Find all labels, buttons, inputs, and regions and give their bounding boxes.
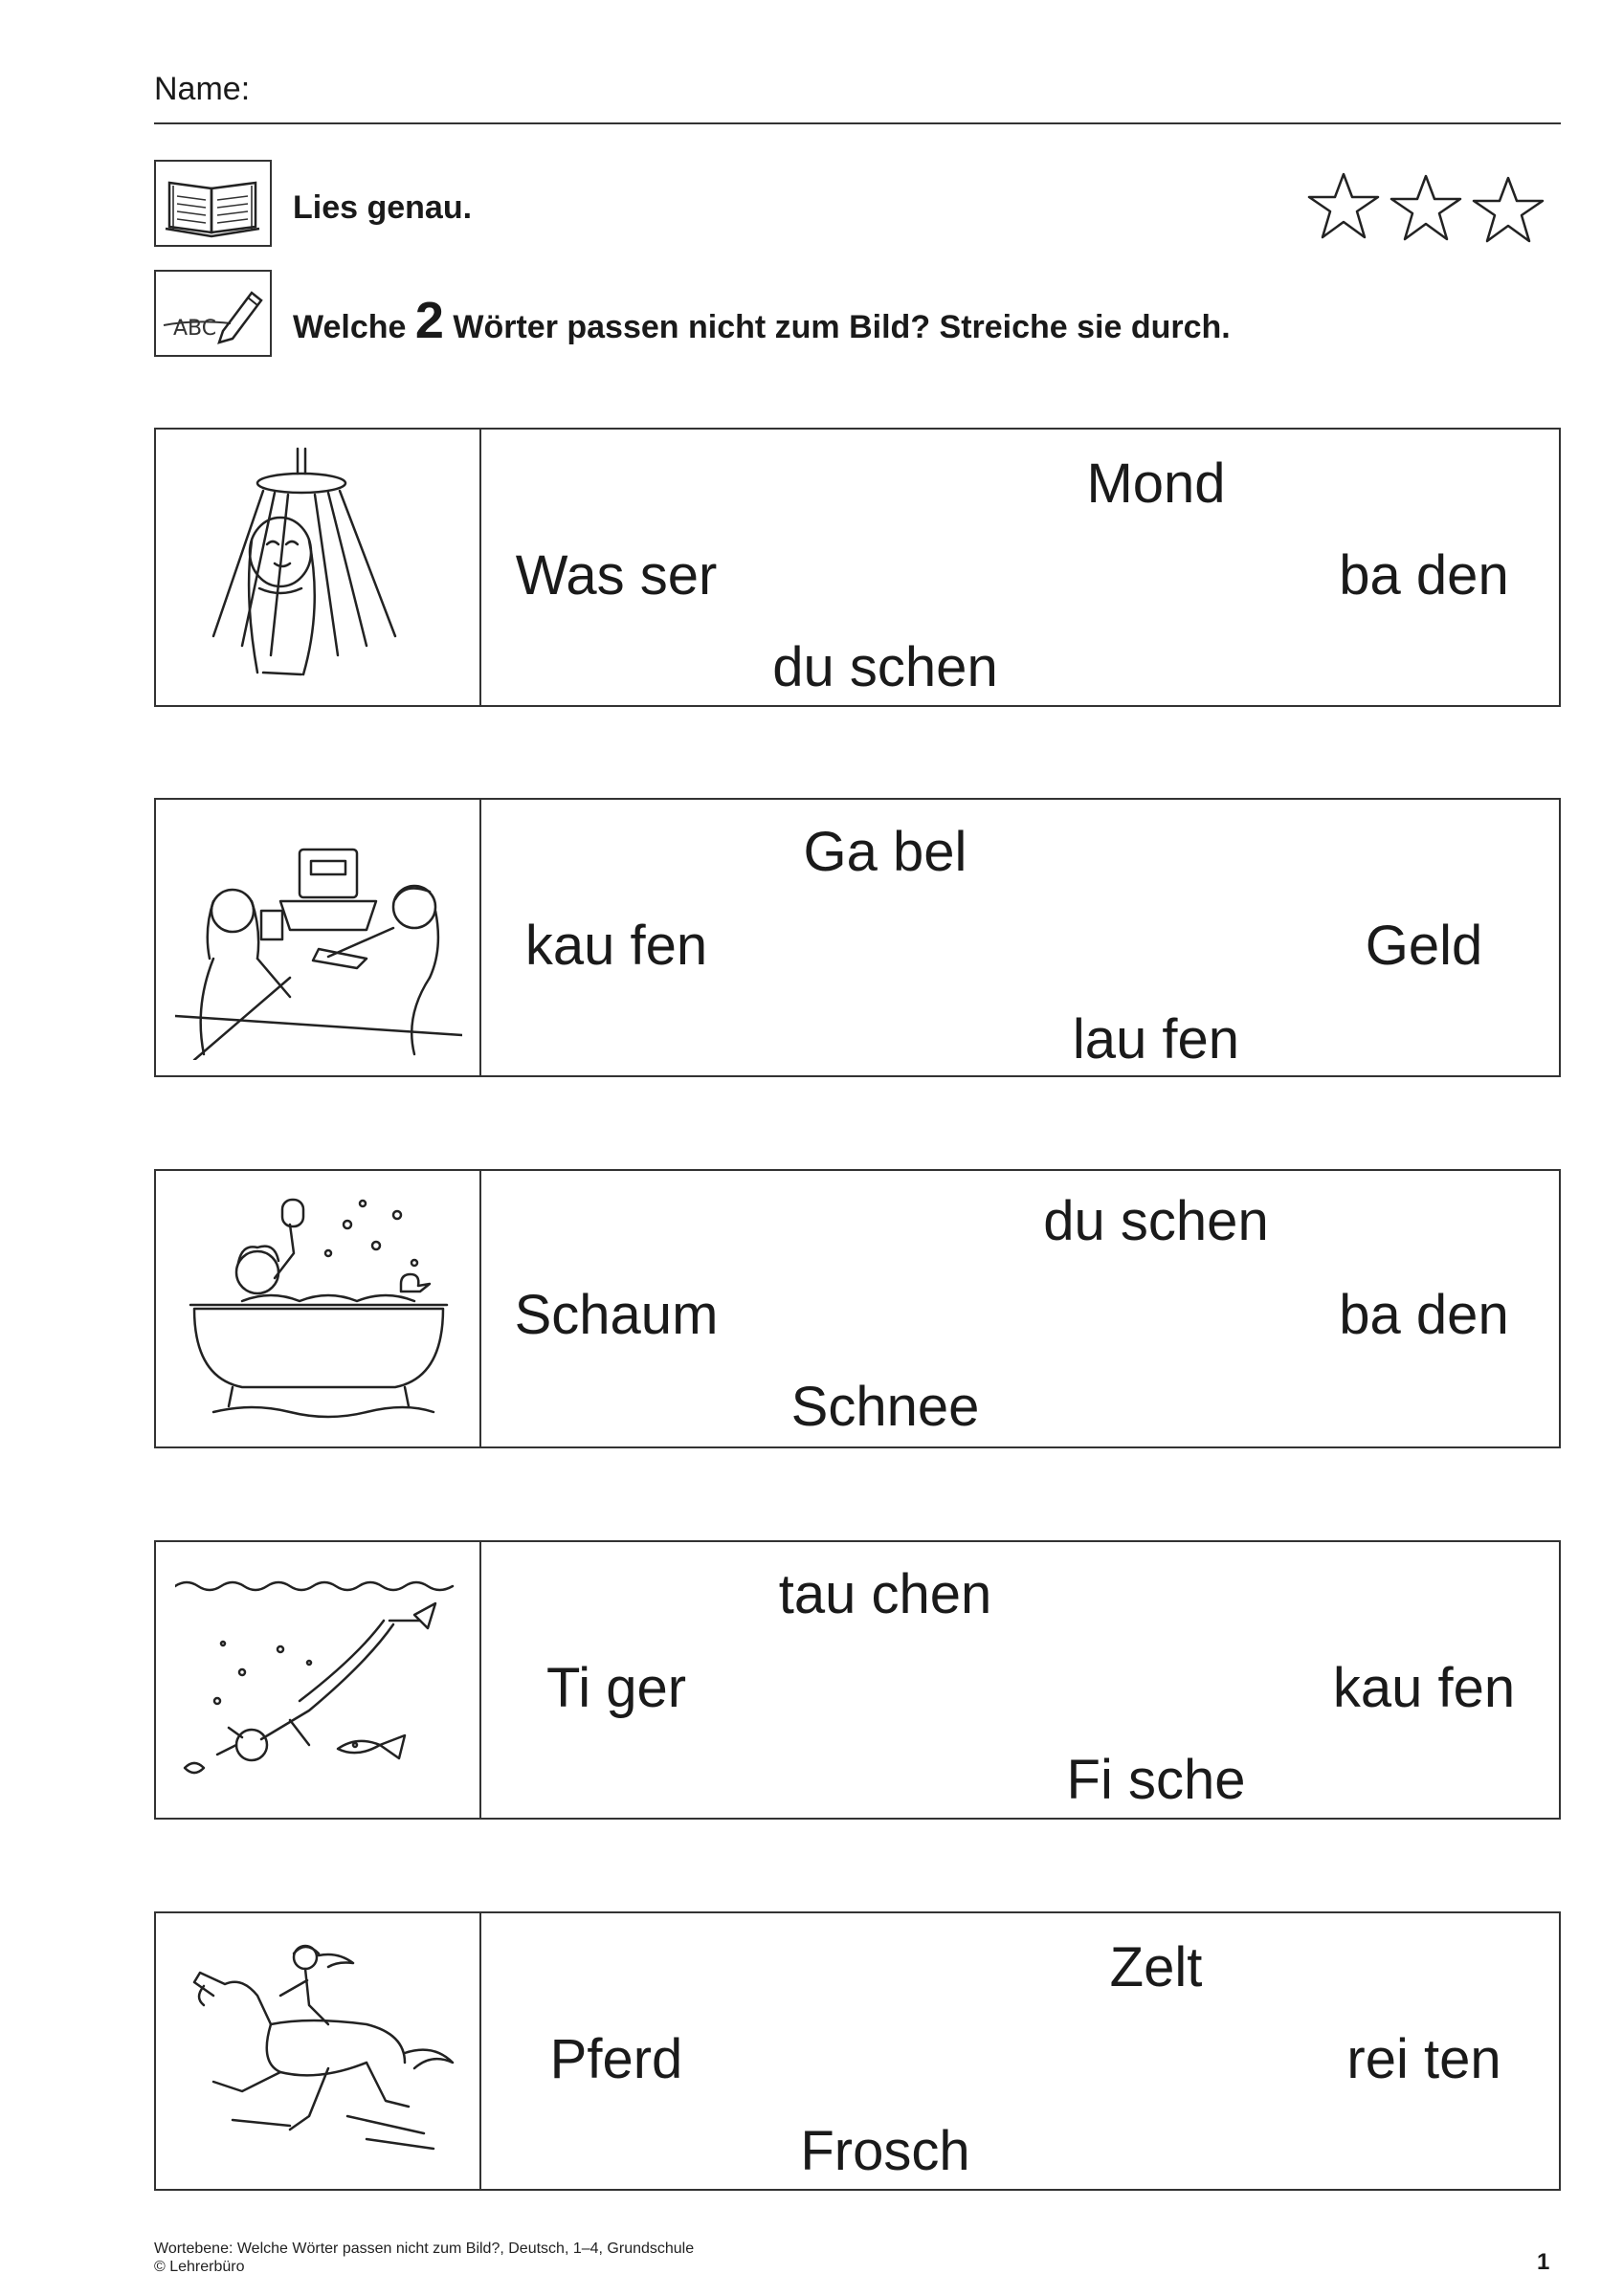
task-instruction: Welche 2 Wörter passen nicht zum Bild? Streiche sie durch. <box>293 292 1231 349</box>
word-bottom[interactable]: lau fen <box>1072 1008 1240 1071</box>
footer-line-2: © Lehrerbüro <box>154 2259 245 2275</box>
word-bottom[interactable]: Schnee <box>790 1376 980 1438</box>
svg-text:ABC: ABC <box>173 317 217 341</box>
read-instruction: Lies genau. <box>293 189 473 226</box>
footer-line-1: Wortebene: Welche Wörter passen nicht zum Bild?, Deutsch, 1–4, Grundschule <box>154 2241 695 2257</box>
task-row-1 <box>154 428 1561 707</box>
word-right[interactable]: kau fen <box>1332 1657 1516 1719</box>
task-row-2 <box>154 798 1561 1077</box>
difficulty-stars <box>1301 168 1554 249</box>
word-left[interactable]: kau fen <box>524 915 708 977</box>
shop-checkout-icon <box>175 815 462 1060</box>
word-right[interactable]: rei ten <box>1346 2028 1501 2090</box>
footer-citation <box>154 2240 694 2276</box>
word-left[interactable]: Was ser <box>515 544 718 607</box>
word-top[interactable]: Ga bel <box>803 821 967 883</box>
picture-panel <box>156 1913 481 2189</box>
star-icon <box>1474 178 1543 241</box>
word-right[interactable]: Geld <box>1365 915 1483 977</box>
page-number: 1 <box>1537 2249 1550 2275</box>
task-row-4 <box>154 1540 1561 1820</box>
word-bottom[interactable]: Frosch <box>800 2120 970 2182</box>
word-right[interactable]: ba den <box>1339 544 1509 607</box>
task-row-5 <box>154 1911 1561 2191</box>
word-left[interactable]: Pferd <box>549 2028 683 2090</box>
picture-panel <box>156 800 481 1075</box>
picture-panel <box>156 1171 481 1446</box>
name-label: Name: <box>154 71 251 107</box>
shower-icon <box>175 445 462 690</box>
word-top[interactable]: Zelt <box>1109 1936 1203 1998</box>
star-icon <box>1391 176 1460 239</box>
task-number: 2 <box>414 292 444 349</box>
task-row-3 <box>154 1169 1561 1448</box>
word-left[interactable]: Schaum <box>514 1284 719 1346</box>
name-write-line[interactable] <box>154 122 1561 124</box>
word-left[interactable]: Ti ger <box>545 1657 687 1719</box>
word-top[interactable]: tau chen <box>778 1563 992 1625</box>
word-bottom[interactable]: Fi sche <box>1066 1749 1246 1811</box>
picture-panel <box>156 430 481 705</box>
horse-rider-icon <box>175 1929 462 2174</box>
bathtub-icon <box>175 1186 462 1431</box>
diver-icon <box>175 1557 462 1802</box>
word-right[interactable]: ba den <box>1339 1284 1509 1346</box>
word-bottom[interactable]: du schen <box>772 636 998 698</box>
star-icon <box>1309 174 1378 237</box>
word-top[interactable]: Mond <box>1086 453 1226 515</box>
word-top[interactable]: du schen <box>1043 1190 1269 1252</box>
picture-panel <box>156 1542 481 1818</box>
pencil-abc-icon <box>154 270 272 357</box>
open-book-icon <box>154 160 272 247</box>
